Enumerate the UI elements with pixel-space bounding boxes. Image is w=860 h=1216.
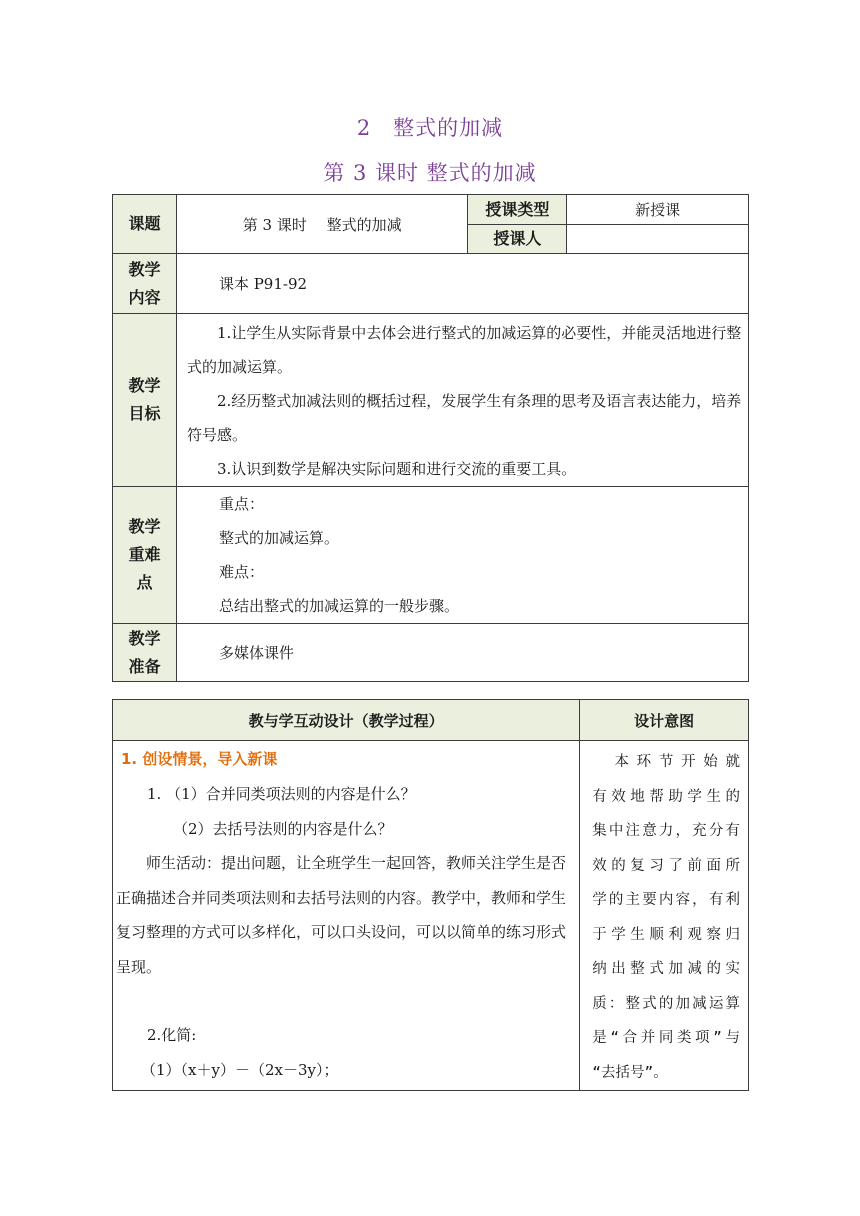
intent-line: 学的主要内容，有利 bbox=[592, 892, 740, 908]
topic-value: 第 3 课时 整式的加减 bbox=[176, 195, 468, 254]
prep-value: 多媒体课件 bbox=[176, 624, 748, 682]
goal-item: 1.让学生从实际背景中去体会进行整式的加减运算的必要性，并能灵活地进行整式的加减运算。 bbox=[186, 324, 742, 376]
question-1: 1. （1）合并同类项法则的内容是什么？ bbox=[147, 785, 416, 803]
key-value: 整式的加减运算。 bbox=[218, 529, 339, 547]
intent-line: 有效地帮助学生的 bbox=[592, 788, 740, 805]
teacher-value bbox=[567, 225, 749, 254]
keypoints-cell bbox=[176, 487, 748, 624]
lesson-info-table bbox=[112, 194, 749, 682]
intent-line: 效的复习了前面所 bbox=[592, 857, 740, 874]
spacer bbox=[113, 984, 569, 1018]
teacher-label: 授课人 bbox=[468, 225, 567, 254]
intent-line: 质：整式的加减运算 bbox=[592, 995, 740, 1012]
prep-label-text: 教学准备 bbox=[128, 628, 161, 676]
intent-line: 纳出整式加减的实 bbox=[592, 961, 740, 977]
content-label bbox=[113, 254, 177, 314]
intent-line: 本环节开始就 bbox=[592, 754, 740, 770]
process-body bbox=[113, 741, 580, 1091]
design-intent-cell bbox=[580, 741, 749, 1091]
content-value: 课本 P91-92 bbox=[176, 254, 748, 314]
intent-line: 集中注意力，充分有 bbox=[592, 823, 740, 839]
goals-label bbox=[113, 314, 177, 487]
intent-line: 是“合并同类项”与 bbox=[592, 1030, 740, 1046]
teaching-process-table bbox=[112, 699, 749, 1091]
intent-header: 设计意图 bbox=[580, 700, 749, 741]
content-label-text: 教学内容 bbox=[128, 259, 161, 307]
keypoints-label bbox=[113, 487, 177, 624]
lesson-type-value: 新授课 bbox=[567, 195, 749, 225]
goals-label-text: 教学目标 bbox=[128, 376, 161, 423]
simplify-label: 2.化简: bbox=[147, 1026, 197, 1044]
question-2: （2）去括号法则的内容是什么？ bbox=[173, 819, 393, 838]
simplify-item-1: （1）（x＋y）－（2x－3y）； bbox=[141, 1060, 339, 1079]
difficult-label: 难点： bbox=[218, 563, 264, 581]
process-header: 教与学互动设计（教学过程） bbox=[113, 700, 580, 741]
intent-line: “去括号”。 bbox=[592, 1064, 668, 1081]
lesson-type-label: 授课类型 bbox=[468, 195, 567, 225]
intent-line: 于学生顺利观察归 bbox=[592, 926, 740, 943]
section-title: 1. 创设情景，导入新课 bbox=[121, 750, 278, 768]
lesson-subtitle: 第 3 课时 整式的加减 bbox=[323, 161, 537, 185]
topic-label: 课题 bbox=[113, 195, 177, 254]
goals-cell bbox=[176, 314, 748, 487]
goal-item: 3.认识到数学是解决实际问题和进行交流的重要工具。 bbox=[216, 460, 577, 478]
difficult-value: 总结出整式的加减运算的一般步骤。 bbox=[218, 597, 459, 615]
goal-item: 2.经历整式加减法则的概括过程，发展学生有条理的思考及语言表达能力，培养符号感。 bbox=[186, 392, 742, 444]
keypoints-label-text: 教学重难点 bbox=[128, 517, 161, 592]
prep-label bbox=[113, 624, 177, 682]
teacher-student-activity: 师生活动：提出问题，让全班学生一起回答，教师关注学生是否正确描述合并同类项法则和去括号法则的内容。教学中，教师和学生复习整理的方式可以多样化，可以口头设问，可以以简单的练习形式呈现。 bbox=[116, 854, 567, 976]
key-label: 重点： bbox=[218, 495, 264, 513]
lesson-chapter-title: 2 整式的加减 bbox=[356, 116, 504, 140]
